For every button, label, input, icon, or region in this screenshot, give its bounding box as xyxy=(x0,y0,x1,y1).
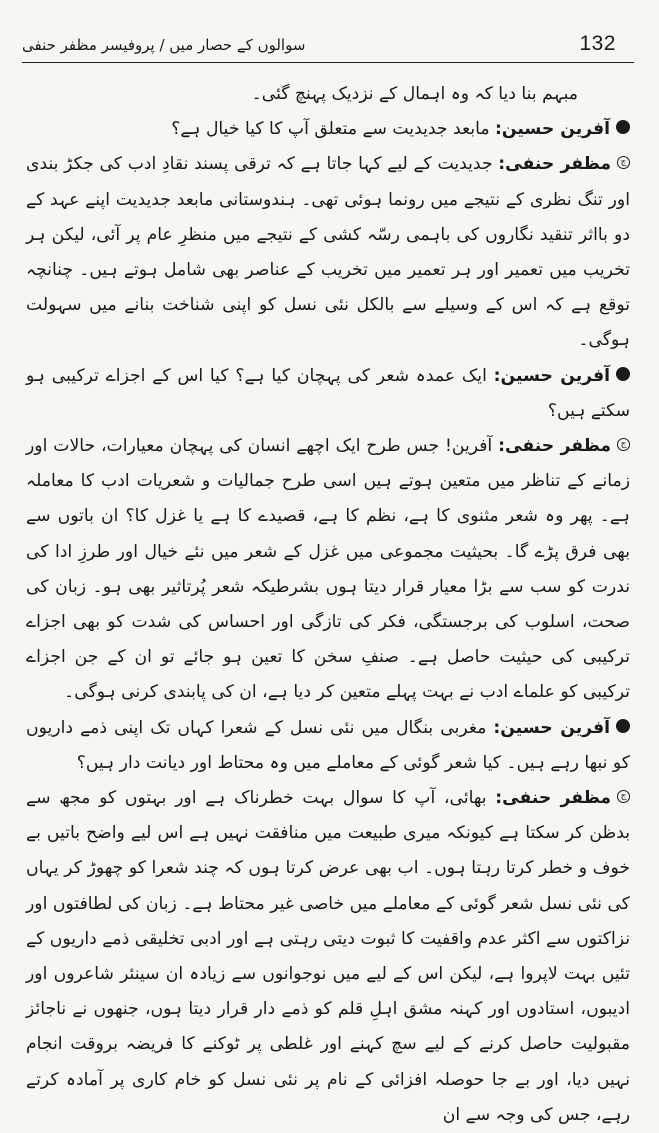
answer-paragraph xyxy=(26,147,630,358)
answer-mark-icon: ج xyxy=(617,156,630,169)
question-paragraph xyxy=(26,359,630,429)
paragraph-text: بھائی، آپ کا سوال بہت خطرناک ہے اور بہتوں کو مجھ سے بدظن کر سکتا ہے کیونکہ میری طبیعت میں منافقت نہیں ہے اس لیے واضح باتیں بے خوف و خطر کرتا رہتا ہوں۔ اب بھی عرض کرتا ہوں کہ چند شعرا کو چھوڑ کر یہاں کی نئی نسل شعر گوئی کے معاملے میں خاصی غیر محتاط ہے۔ زبان کی لطافتوں اور نزاکتوں سے اکثر عدم واقفیت کا ثبوت دیتی رہتی ہے اور ادبی تخلیقی ذمے داریوں کے تئیں بہت لاپروا ہے، لیکن اس کے لیے میں نوجوانوں سے زیادہ ان سینئر شاعروں اور ادیبوں، استادوں اور کہنہ مشق اہلِ قلم کو ذمے دار قرار دیتا ہوں، جنھوں نے ناجائز مقبولیت حاصل کرنے کے لیے سچ کہنے اور غلطی پر ٹوکنے کا فریضہ بروقت انجام نہیں دیا، اور بے جا حوصلہ افزائی کے نام پر نئی نسل کو خام کاری پر آمادہ کرتے رہے، جس کی وجہ سے ان xyxy=(26,788,630,1125)
paragraph-text: مابعد جدیدیت سے متعلق آپ کا کیا خیال ہے؟ xyxy=(171,119,496,140)
paragraph-text: مغربی بنگال میں نئی نسل کے شعرا کہاں تک اپنی ذمے داریوں کو نبھا رہے ہیں۔ کیا شعر گوئی کے معاملے میں وہ محتاط اور دیانت دار ہیں؟ xyxy=(26,717,630,773)
bullet-icon xyxy=(616,367,630,381)
answer-paragraph xyxy=(26,429,630,711)
question-paragraph xyxy=(26,711,630,781)
paragraph-text: مبہم بنا دیا کہ وہ اہمال کے نزدیک پہنچ گئی۔ xyxy=(251,84,578,104)
answer-mark-icon: ج xyxy=(617,438,630,451)
page-body xyxy=(22,77,634,1133)
paragraph-text: ایک عمدہ شعر کی پہچان کیا ہے؟ کیا اس کے اجزاے ترکیبی ہو سکتے ہیں؟ xyxy=(26,365,630,421)
speaker-name: آفرین حسین: xyxy=(495,119,610,140)
answer-mark-icon: ج xyxy=(617,790,630,803)
running-title: سوالوں کے حصار میں / پروفیسر مظفر حنفی xyxy=(22,36,306,54)
speaker-name: مظفر حنفی: xyxy=(498,436,611,457)
page-header xyxy=(22,26,634,63)
bullet-icon xyxy=(616,120,630,134)
speaker-name: مظفر حنفی: xyxy=(495,788,611,809)
continuation-paragraph xyxy=(26,77,630,112)
book-page xyxy=(22,26,634,1125)
speaker-name: مظفر حنفی: xyxy=(498,154,611,175)
speaker-name: آفرین حسین: xyxy=(493,365,610,386)
answer-paragraph xyxy=(26,781,630,1133)
bullet-icon xyxy=(616,719,630,733)
speaker-name: آفرین حسین: xyxy=(493,717,610,738)
question-paragraph xyxy=(26,112,630,147)
page-number: 132 xyxy=(579,32,616,55)
paragraph-text: آفرین! جس طرح ایک اچھے انسان کی پہچان معیارات، حالات اور زمانے کے تناظر میں متعین ہوتے ہیں اسی طرح جمالیات و شعریات ادب کا معاملہ ہے۔ پھر وہ شعر مثنوی کا ہے، نظم کا ہے، قصیدے کا ہے یا غزل کا؟ ان باتوں سے بھی فرق پڑے گا۔ بحیثیت مجموعی میں غزل کے شعر میں نئے خیال اور طرزِ ادا کی ندرت کو سب سے بڑا معیار قرار دیتا ہوں بشرطیکہ شعر پُرتاثیر بھی ہو۔ زبان کی صحت، اسلوب کی برجستگی، فکر کی تازگی اور احساس کی شدت کو بھی اجزاے ترکیبی کی حیثیت حاصل ہے۔ صنفِ سخن کا تعین ہو جائے تو ان کے جن اجزاے ترکیبی کو علماے ادب نے بہت پہلے متعین کر دیا ہے، ان کی پابندی کرنی ہوگی۔ xyxy=(26,436,630,703)
paragraph-text: جدیدیت کے لیے کہا جاتا ہے کہ ترقی پسند نقادِ ادب کی جکڑ بندی اور تنگ نظری کے نتیجے میں رونما ہوئی تھی۔ ہندوستانی مابعد جدیدیت اپنے عہد کے دو بااثر تنقید نگاروں کی باہمی رسّہ کشی کے نتیجے میں منظرِ عام پر آئی، لیکن ہر تخریب میں تعمیر اور ہر تعمیر میں تخریب کے عناصر بھی شامل ہوتے ہیں۔ چنانچہ توقع ہے کہ اس کے وسیلے سے بالکل نئی نسل کو اپنی شناخت بنانے میں سہولت ہوگی۔ xyxy=(26,154,630,351)
